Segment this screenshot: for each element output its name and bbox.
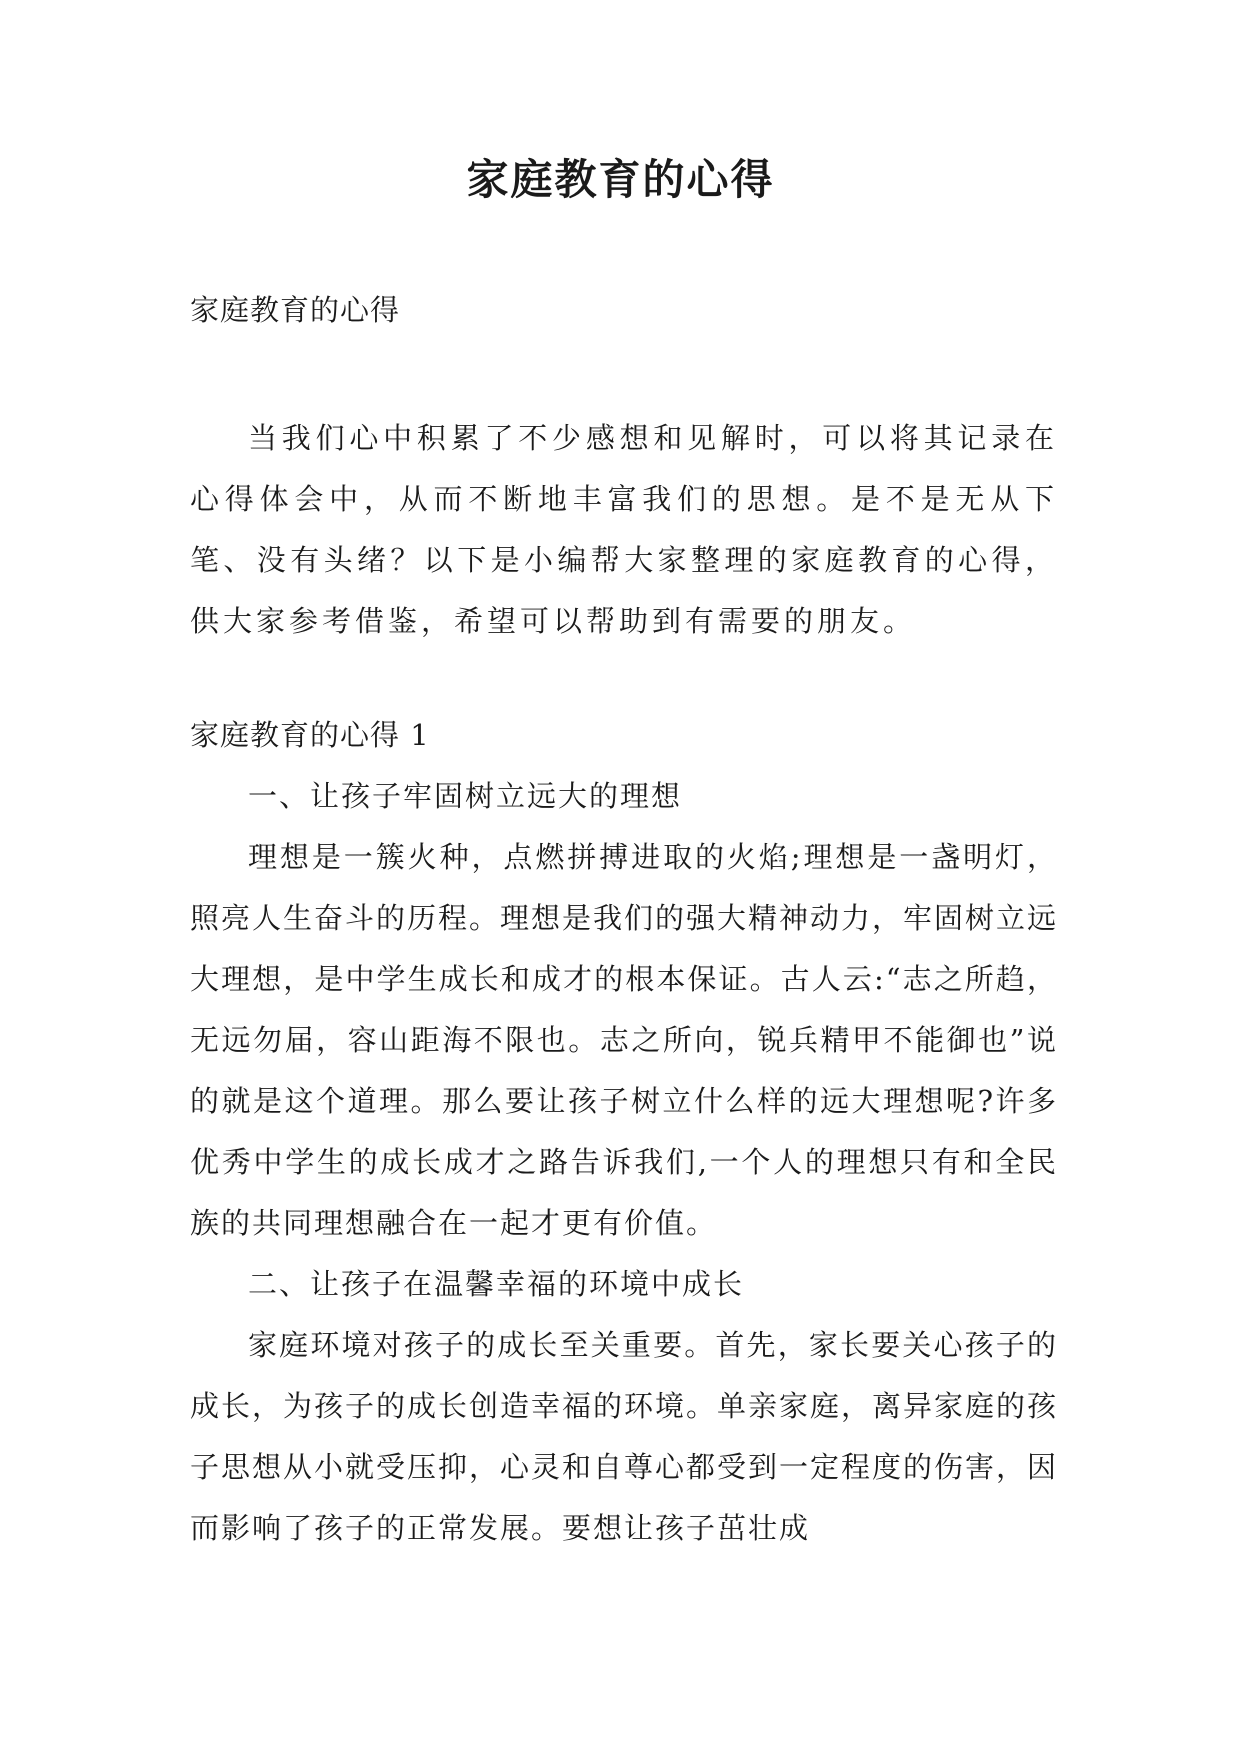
- document-title: 家庭教育的心得: [466, 155, 775, 204]
- section-heading-2: 二、让孩子在温馨幸福的环境中成长: [248, 1267, 745, 1301]
- section-paragraph-1: 理想是一簇火种，点燃拼搏进取的火焰;理想是一盏明灯，照亮人生奋斗的历程。理想是我们的强大精神动力，牢固树立远大理想，是中学生成长和成才的根本保证。古人云:“志之所趋，无远勿届，容山距海不限也。志之所向，锐兵精甲不能御也”说的就是这个道理。那么要让孩子树立什么样的远大理想呢?许多优秀中学生的成长成才之路告诉我们,一个人的理想只有和全民族的共同理想融合在一起才更有价值。: [190, 840, 1059, 1240]
- section-paragraph-2: 家庭环境对孩子的成长至关重要。首先，家长要关心孩子的成长，为孩子的成长创造幸福的环境。单亲家庭，离异家庭的孩子思想从小就受压抑，心灵和自尊心都受到一定程度的伤害，因而影响了孩子的正常发展。要想让孩子茁壮成: [190, 1328, 1059, 1545]
- section-title: 家庭教育的心得 1: [190, 718, 430, 752]
- document-body: [190, 408, 1058, 1559]
- section-heading-1: 一、让孩子牢固树立远大的理想: [248, 779, 683, 813]
- document-subtitle: 家庭教育的心得: [190, 293, 401, 327]
- intro-paragraph: 当我们心中积累了不少感想和见解时，可以将其记录在心得体会中，从而不断地丰富我们的思想。是不是无从下笔、没有头绪？以下是小编帮大家整理的家庭教育的心得，供大家参考借鉴，希望可以帮助到有需要的朋友。: [190, 421, 1058, 638]
